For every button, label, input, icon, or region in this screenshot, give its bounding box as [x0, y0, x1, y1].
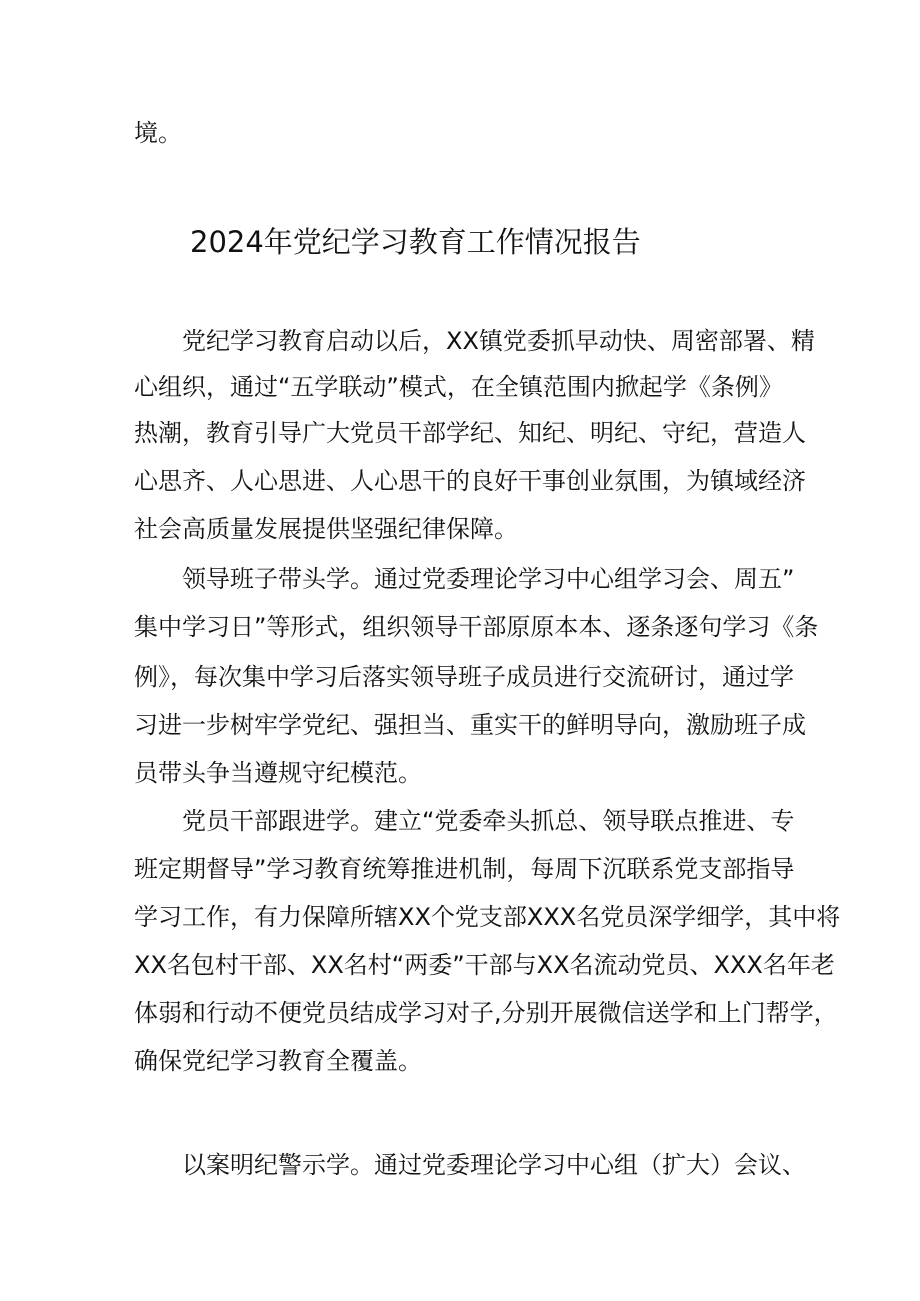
paragraph-line: 社会高质量发展提供坚强纪律保障。 [134, 515, 518, 543]
paragraph-line: 学习工作，有力保障所辖XX个党支部XXX名党员深学细学，其中将 [134, 903, 841, 931]
paragraph-line: 班定期督导”学习教育统筹推进机制，每周下沉联系党支部指导 [134, 855, 795, 883]
paragraph-line: 党纪学习教育启动以后，XX镇党委抓早动快、周密部署、精 [182, 327, 815, 355]
paragraph-line: 员带头争当遵规守纪模范。 [134, 759, 422, 787]
paragraph-line: 热潮，教育引导广大党员干部学纪、知纪、明纪、守纪，营造人 [134, 419, 806, 447]
paragraph-line: XX名包村干部、XX名村“两委”干部与XX名流动党员、XXX名年老 [134, 951, 835, 979]
document-title: 2024年党纪学习教育工作情况报告 [190, 225, 641, 259]
paragraph-line: 习进一步树牢学党纪、强担当、重实干的鲜明导向，激励班子成 [134, 711, 806, 739]
continuation-text: 境。 [134, 119, 182, 147]
paragraph-line: 体弱和行动不便党员结成学习对子,分别开展微信送学和上门帮学， [134, 999, 838, 1027]
paragraph-line: 心组织，通过“五学联动”模式，在全镇范围内掀起学《条例》 [134, 373, 783, 401]
paragraph-line: 例》，每次集中学习后落实领导班子成员进行交流研讨，通过学 [134, 663, 794, 691]
paragraph-line: 心思齐、人心思进、人心思干的良好干事创业氛围，为镇域经济 [134, 467, 806, 495]
paragraph-line: 确保党纪学习教育全覆盖。 [134, 1047, 422, 1075]
paragraph-line: 领导班子带头学。通过党委理论学习中心组学习会、周五” [182, 565, 795, 593]
paragraph-line: 以案明纪警示学。通过党委理论学习中心组（扩大）会议、 [182, 1151, 806, 1179]
paragraph-line: 党员干部跟进学。建立“党委牵头抓总、领导联点推进、专 [182, 807, 795, 835]
paragraph-line: 集中学习日”等形式，组织领导干部原原本本、逐条逐句学习《条 [134, 613, 819, 641]
